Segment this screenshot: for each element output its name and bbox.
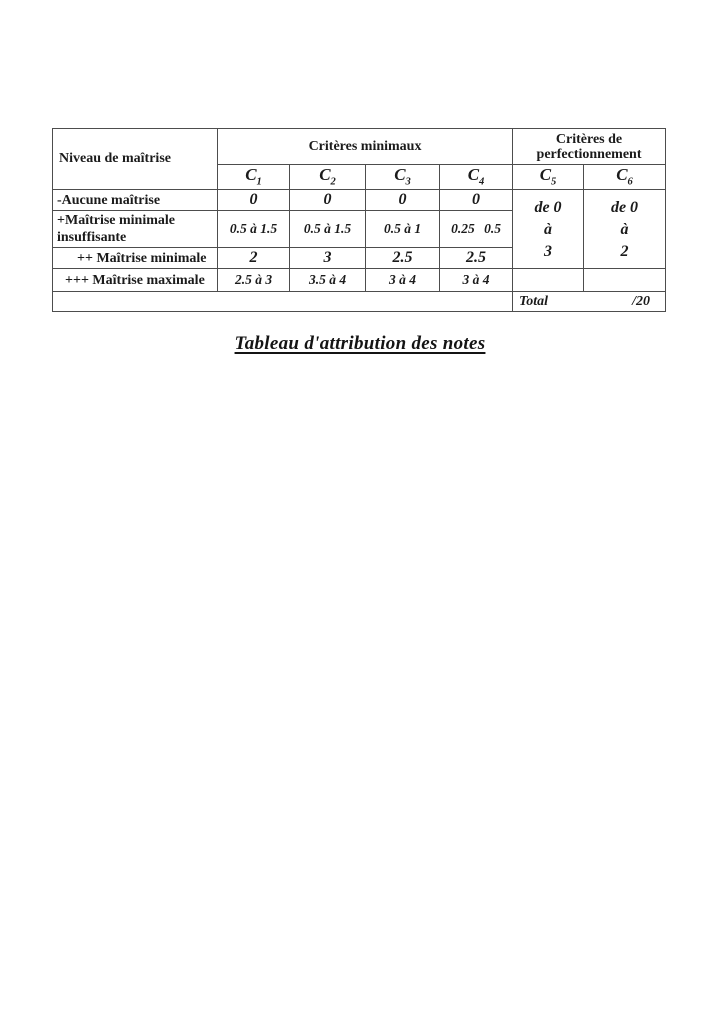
row-label-maitrise-maximale: +++ Maîtrise maximale: [53, 269, 218, 292]
c2-base: C: [319, 165, 331, 184]
cell-maximale-c2: 3.5 à 4: [290, 269, 366, 292]
c6-sub: 6: [627, 176, 633, 188]
c3-sub: 3: [405, 176, 411, 188]
header-row-groups: [53, 129, 666, 165]
c1-base: C: [245, 165, 257, 184]
total-inner: [513, 294, 665, 310]
cell-aucune-c3: 0: [366, 190, 440, 211]
cell-maximale-c3: 3 à 4: [366, 269, 440, 292]
col-header-c2: [290, 165, 366, 190]
table-caption: Tableau d'attribution des notes: [234, 333, 486, 354]
cell-aucune-c4: 0: [440, 190, 513, 211]
range-c6-line3: 2: [620, 243, 629, 261]
range-c5-line2: à: [544, 221, 553, 239]
range-c6-line2: à: [620, 221, 629, 239]
row-label-maitrise-insuffisante: +Maîtrise minimale insuffisante: [53, 211, 218, 248]
row-label-maitrise-minimale: ++ Maîtrise minimale: [53, 248, 218, 269]
c1-sub: 1: [256, 176, 262, 188]
cell-insuffisante-c3: 0.5 à 1: [366, 211, 440, 248]
table-row-maitrise-maximale: [53, 269, 666, 292]
table-row-aucune-maitrise: [53, 190, 666, 211]
c4-sub: 4: [479, 176, 485, 188]
range-c5-line1: de 0: [534, 199, 562, 217]
cell-insuffisante-c1: 0.5 à 1.5: [218, 211, 290, 248]
c5-base: C: [539, 165, 552, 184]
c4-base: C: [467, 165, 480, 184]
col-header-c1: [218, 165, 290, 190]
cell-minimale-c3: 2.5: [366, 248, 440, 269]
cell-minimale-c1: 2: [218, 248, 290, 269]
total-cell: [513, 292, 666, 312]
cell-range-c6: [584, 190, 666, 269]
cell-range-c5: [513, 190, 584, 269]
cell-insuffisante-c2: 0.5 à 1.5: [290, 211, 366, 248]
col-header-c6: [584, 165, 666, 190]
c2-sub: 2: [330, 176, 336, 188]
range-c6-line1: de 0: [610, 199, 639, 217]
group-header-criteres-minimaux: Critères minimaux: [218, 129, 513, 165]
c6-base: C: [616, 165, 628, 184]
cell-minimale-c4: 2.5: [440, 248, 513, 269]
cell-maximale-c5-empty: [513, 269, 584, 292]
total-label: Total: [519, 293, 549, 309]
corner-header-niveau-de-maitrise: Niveau de maîtrise: [53, 129, 218, 190]
cell-maximale-c1: 2.5 à 3: [218, 269, 290, 292]
total-value: /20: [632, 293, 651, 309]
col-header-c4: [440, 165, 513, 190]
col-header-c5: [513, 165, 584, 190]
range-c5-line3: 3: [544, 243, 553, 261]
row-label-aucune-maitrise: -Aucune maîtrise: [53, 190, 218, 211]
cell-maximale-c6-empty: [584, 269, 666, 292]
cell-aucune-c2: 0: [290, 190, 366, 211]
cell-minimale-c2: 3: [290, 248, 366, 269]
table-row-total: [53, 292, 666, 312]
notes-table: [52, 128, 666, 312]
cell-insuffisante-c4: 0.25 0.5: [440, 211, 513, 248]
c3-base: C: [394, 165, 406, 184]
cell-aucune-c1: 0: [218, 190, 290, 211]
group-header-criteres-perfectionnement: Critères de perfectionnement: [513, 129, 666, 165]
total-row-spacer: [53, 292, 513, 312]
cell-maximale-c4: 3 à 4: [440, 269, 513, 292]
c5-sub: 5: [551, 176, 557, 188]
col-header-c3: [366, 165, 440, 190]
